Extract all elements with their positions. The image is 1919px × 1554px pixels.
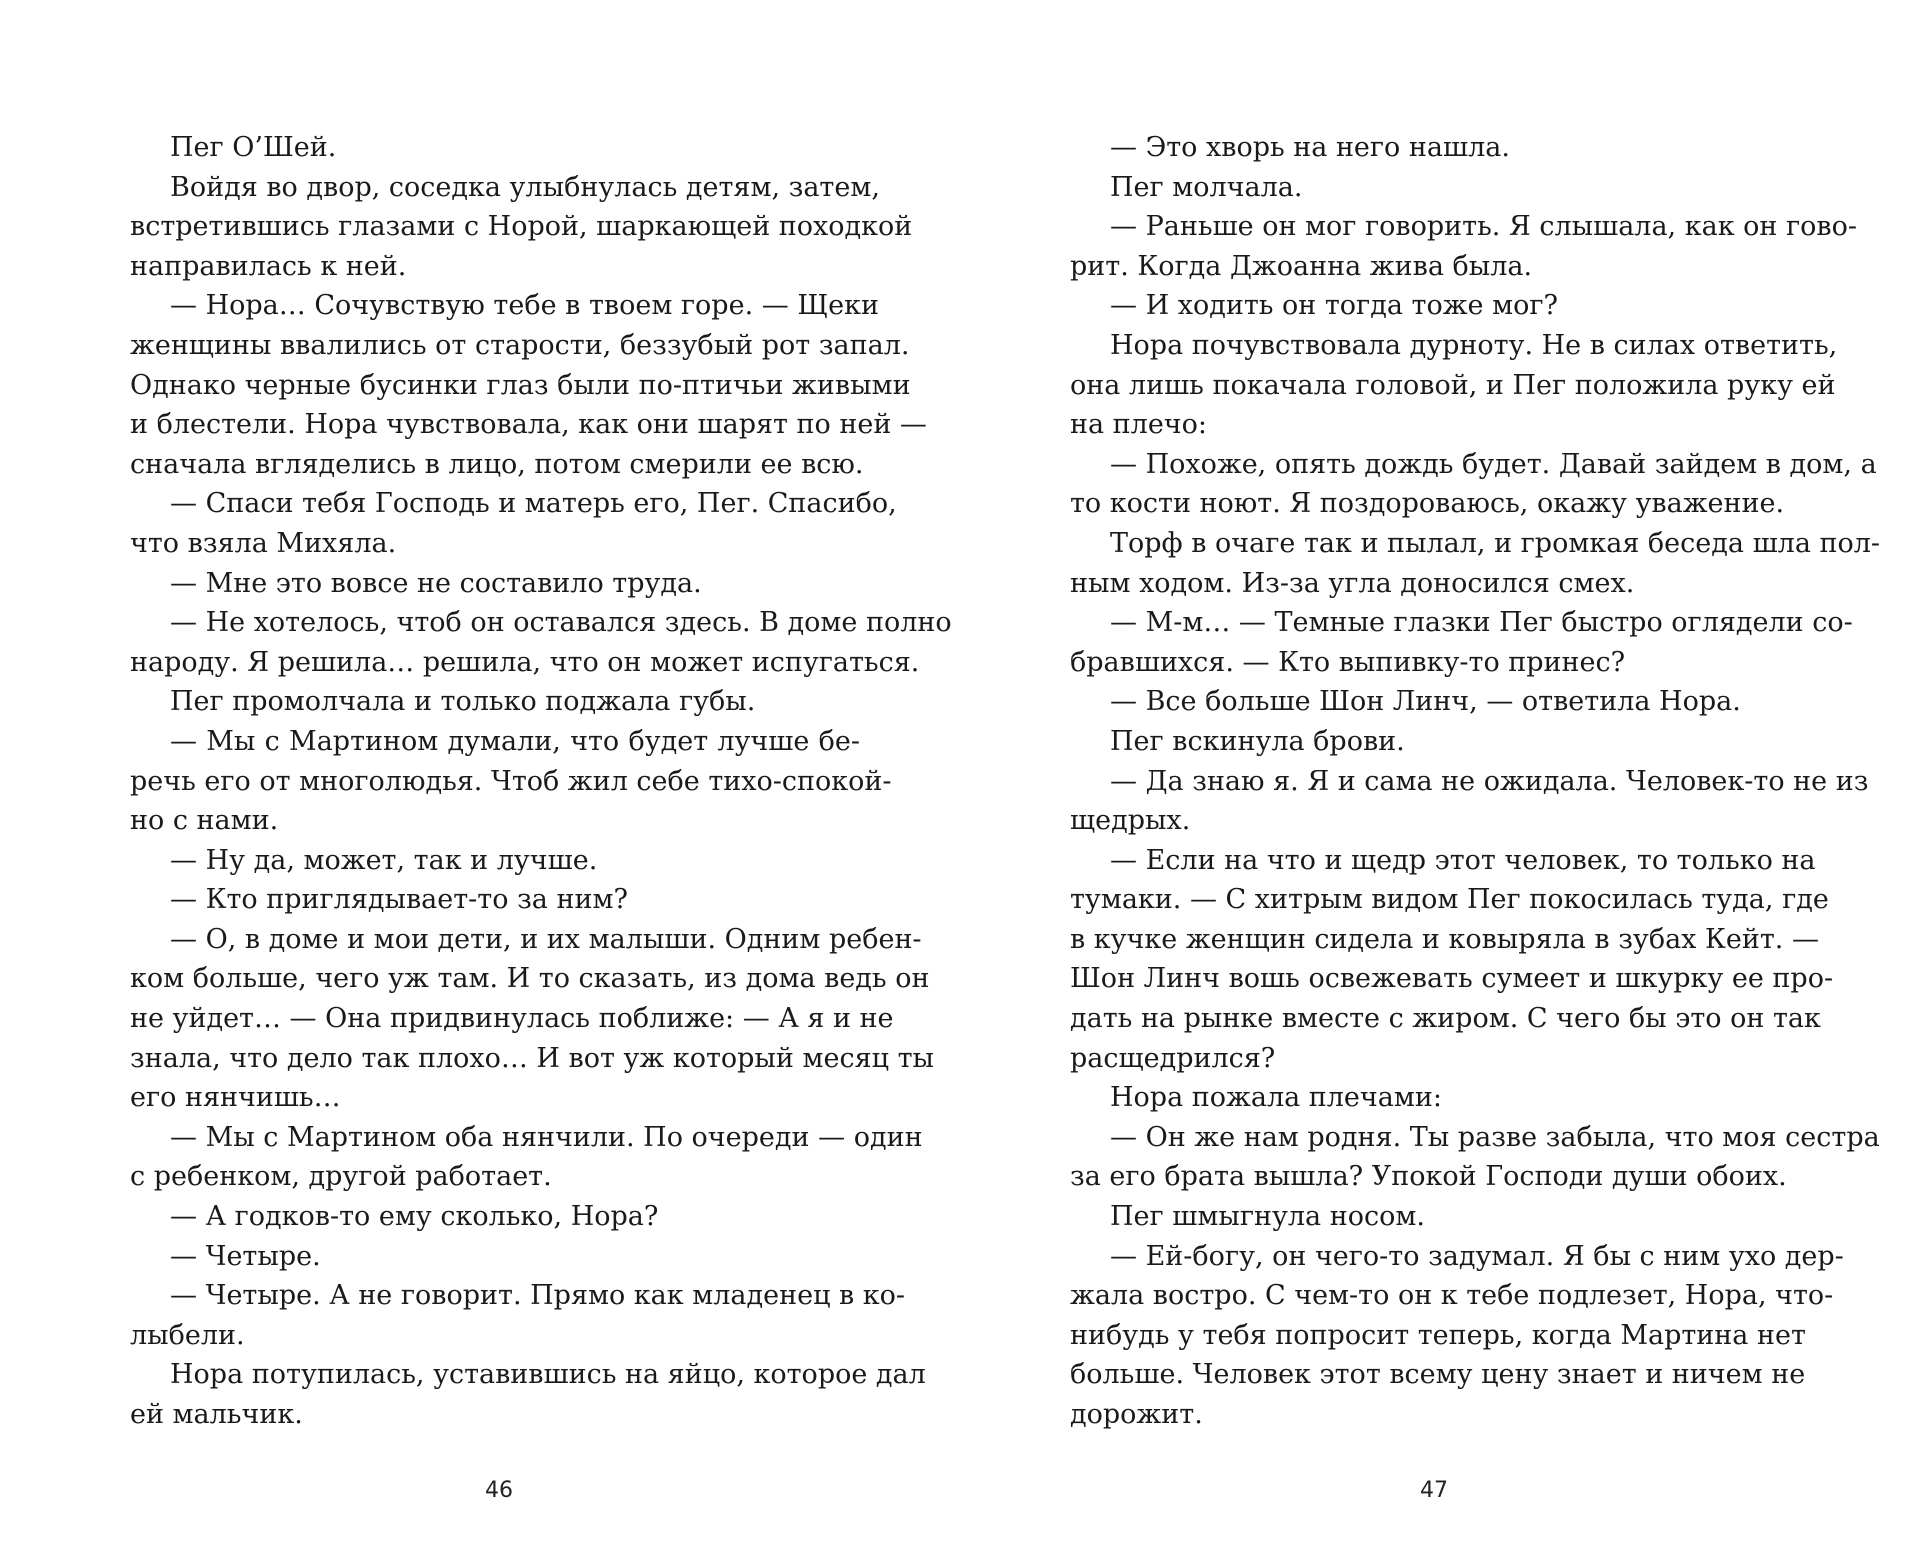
text-line: Войдя во двор, соседка улыбнулась детям, затем,	[170, 171, 880, 203]
text-line: с ребенком, другой работает.	[130, 1161, 552, 1193]
text-line: — Похоже, опять дождь будет. Давай зайдем в дом, а	[1110, 448, 1877, 480]
text-line: женщины ввалились от старости, беззубый рот запал.	[130, 329, 910, 361]
text-line: — Да знаю я. Я и сама не ожидала. Человек-то не из	[1110, 765, 1869, 797]
text-line: Пег О’Шей.	[170, 132, 337, 163]
text-line: — Мне это вовсе не составило труда.	[170, 567, 702, 599]
text-line: жала востро. С чем-то он к тебе подлезет, Нора, что-	[1070, 1280, 1834, 1312]
text-line: ным ходом. Из-за угла доносился смех.	[1070, 567, 1635, 599]
text-line: Пег шмыгнула носом.	[1110, 1201, 1425, 1233]
text-line: она лишь покачала головой, и Пег положила руку ей	[1070, 369, 1836, 401]
text-line: не уйдет… — Она придвинулась поближе: — А я и не	[130, 1003, 894, 1035]
text-line: и блестели. Нора чувствовала, как они шарят по ней —	[130, 409, 927, 441]
text-line: рит. Когда Джоанна жива была.	[1070, 250, 1533, 282]
text-line: ей мальчик.	[130, 1399, 303, 1430]
left-page-text	[130, 128, 952, 1435]
text-line: дать на рынке вместе с жиром. С чего бы это он так	[1070, 1003, 1821, 1035]
text-line: знала, что дело так плохо… И вот уж который месяц ты	[130, 1042, 935, 1074]
text-line: больше. Человек этот всему цену знает и ничем не	[1070, 1359, 1806, 1391]
text-line: за его брата вышла? Упокой Господи души обоих.	[1070, 1161, 1787, 1193]
text-line: — Спаси тебя Господь и матерь его, Пег. Спасибо,	[170, 488, 897, 520]
text-line: тумаки. — С хитрым видом Пег покосилась туда, где	[1070, 884, 1829, 916]
text-line: на плечо:	[1070, 409, 1208, 441]
text-line: бравшихся. — Кто выпивку-то принес?	[1070, 646, 1626, 678]
text-line: ком больше, чего уж там. И то сказать, из дома ведь он	[130, 963, 930, 995]
text-line: — Кто приглядывает-то за ним?	[170, 884, 628, 916]
text-line: — Ну да, может, так и лучше.	[170, 844, 598, 876]
right-page-number: 47	[1420, 1478, 1448, 1503]
text-line: в кучке женщин сидела и ковыряла в зубах Кейт. —	[1070, 923, 1819, 955]
text-line: Нора потупилась, уставившись на яйцо, которое дал	[170, 1359, 926, 1391]
text-line: народу. Я решила… решила, что он может испугаться.	[130, 646, 920, 678]
text-line: нибудь у тебя попросит теперь, когда Мартина нет	[1070, 1319, 1806, 1351]
text-line: его нянчишь…	[130, 1082, 341, 1114]
text-line: Пег молчала.	[1110, 171, 1303, 203]
left-page-number: 46	[485, 1478, 513, 1503]
text-line: — Мы с Мартином думали, что будет лучше бе-	[170, 725, 860, 757]
text-line: Нора почувствовала дурноту. Не в силах ответить,	[1110, 329, 1838, 361]
text-line: встретившись глазами с Норой, шаркающей походкой	[130, 211, 913, 243]
text-line: Однако черные бусинки глаз были по-птичьи живыми	[130, 369, 911, 401]
text-line: — И ходить он тогда тоже мог?	[1110, 290, 1558, 322]
text-line: — Не хотелось, чтоб он оставался здесь. В доме полно	[170, 607, 952, 639]
text-line: Пег вскинула брови.	[1110, 725, 1405, 757]
text-line: дорожит.	[1070, 1399, 1203, 1430]
text-line: Торф в очаге так и пылал, и громкая беседа шла пол-	[1110, 527, 1881, 559]
text-line: Шон Линч вошь освежевать сумеет и шкурку ее про-	[1070, 963, 1834, 995]
text-line: — Раньше он мог говорить. Я слышала, как он гово-	[1110, 211, 1857, 243]
text-line: — Ей-богу, он чего-то задумал. Я бы с ним ухо дер-	[1110, 1240, 1844, 1272]
text-line: щедрых.	[1070, 805, 1191, 837]
text-line: — О, в доме и мои дети, и их малыши. Одним ребен-	[170, 923, 922, 955]
text-line: направилась к ней.	[130, 250, 407, 282]
text-line: — Четыре. А не говорит. Прямо как младенец в ко-	[170, 1280, 906, 1312]
text-line: сначала вгляделись в лицо, потом смерили ее всю.	[130, 448, 864, 480]
text-line: — М-м… — Темные глазки Пег быстро оглядели со-	[1110, 607, 1853, 639]
text-line: Нора пожала плечами:	[1110, 1082, 1442, 1114]
text-line: — Это хворь на него нашла.	[1110, 132, 1510, 163]
text-line: — Нора… Сочувствую тебе в твоем горе. — Щеки	[170, 290, 879, 322]
text-line: — Все больше Шон Линч, — ответила Нора.	[1110, 686, 1741, 718]
right-page-text	[1070, 128, 1881, 1435]
text-line: Пег промолчала и только поджала губы.	[170, 686, 756, 718]
text-line: речь его от многолюдья. Чтоб жил себе тихо-спокой-	[130, 765, 892, 797]
text-line: что взяла Михяла.	[130, 527, 397, 559]
text-line: — Мы с Мартином оба нянчили. По очереди — один	[170, 1121, 923, 1153]
text-line: — Если на что и щедр этот человек, то только на	[1110, 844, 1816, 876]
text-line: — А годков-то ему сколько, Нора?	[170, 1201, 659, 1233]
text-line: лыбели.	[130, 1319, 245, 1351]
text-line: расщедрился?	[1070, 1042, 1276, 1074]
text-line: — Четыре.	[170, 1240, 321, 1272]
text-line: — Он же нам родня. Ты разве забыла, что моя сестра	[1110, 1121, 1880, 1153]
text-line: но с нами.	[130, 805, 279, 837]
text-line: то кости ноют. Я поздороваюсь, окажу уважение.	[1070, 488, 1785, 520]
